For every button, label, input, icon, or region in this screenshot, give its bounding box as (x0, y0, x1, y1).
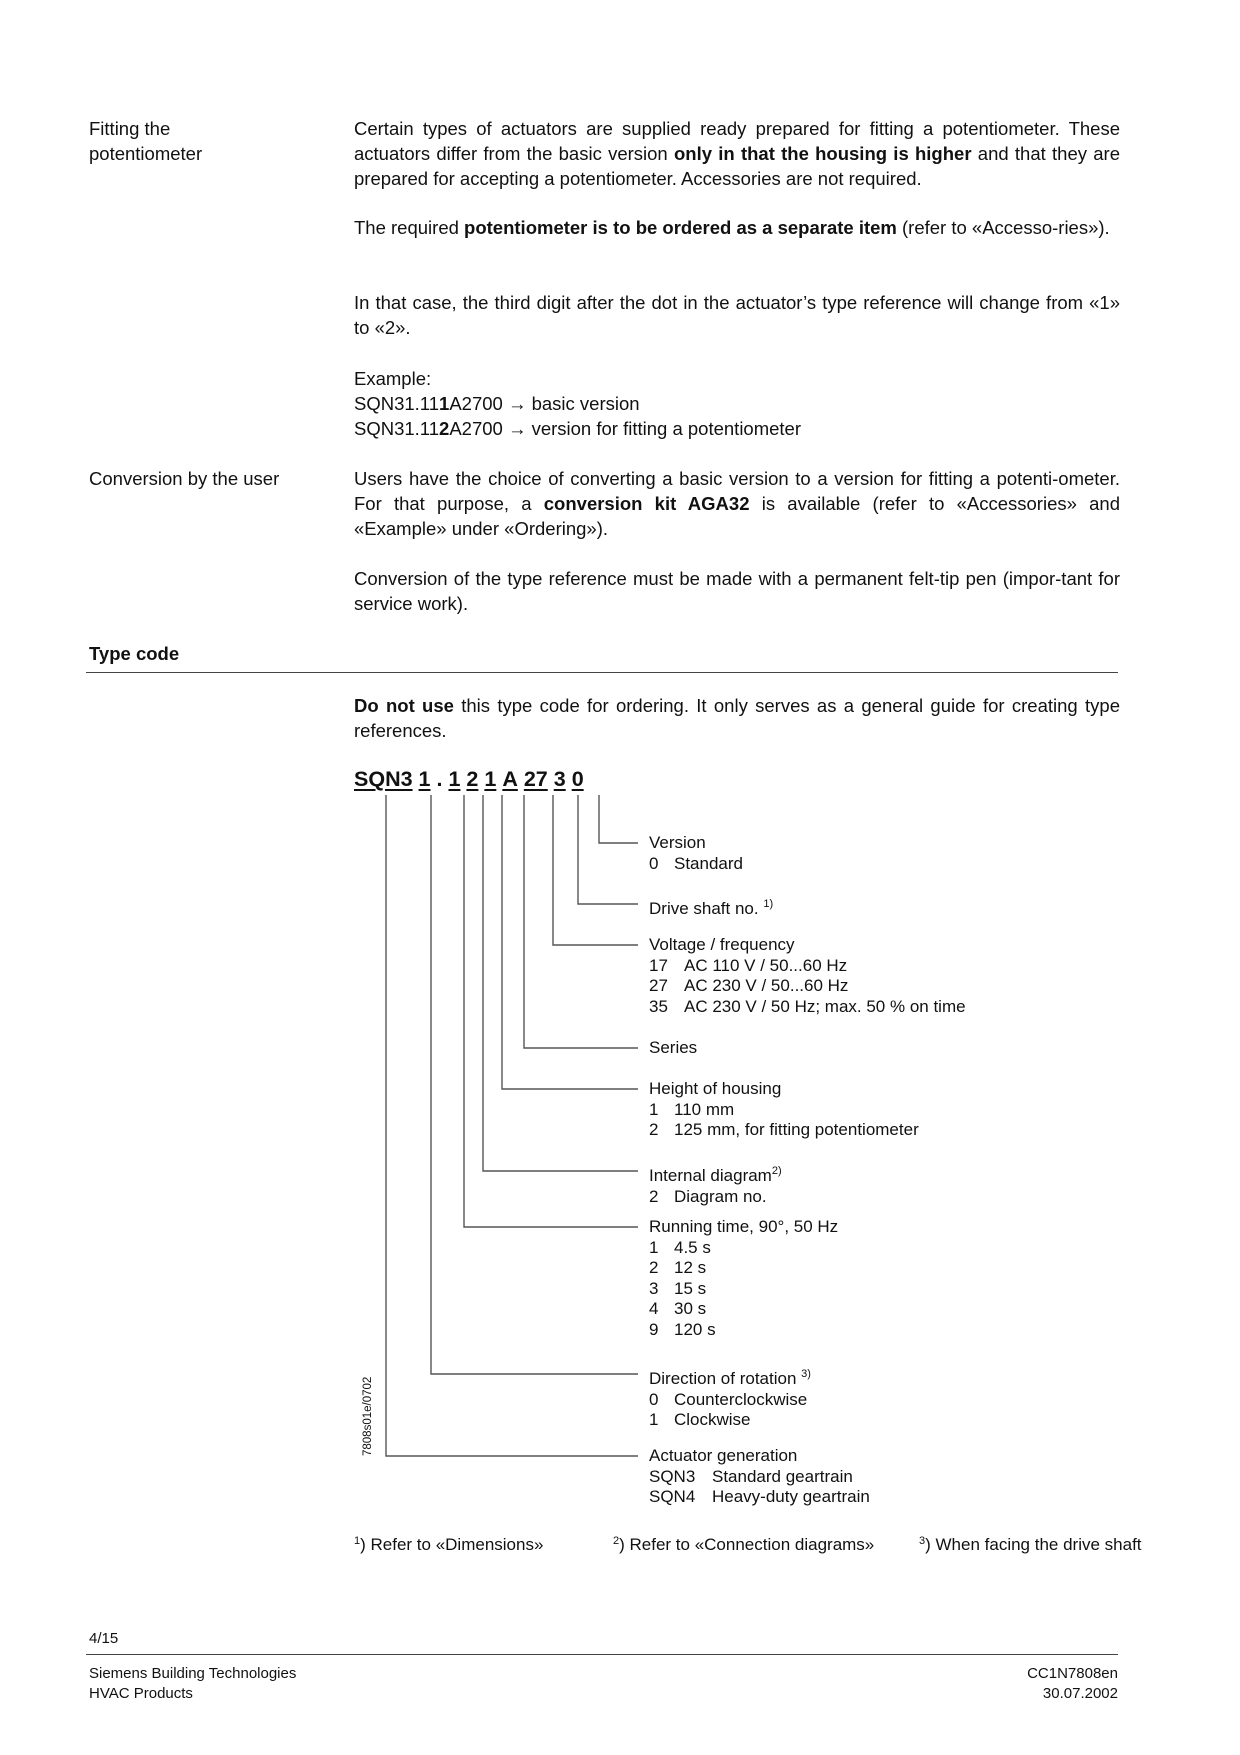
field-drive-shaft (649, 894, 773, 920)
option-desc: Diagram no. (674, 1186, 767, 1206)
option-code: 0 (649, 1389, 659, 1409)
option-code: 1 (649, 1237, 659, 1257)
option-code: 17 (649, 955, 668, 975)
option-desc: AC 110 V / 50...60 Hz (684, 955, 848, 975)
text: Users have the choice of converting a basic version to a version for fitting a potenti-ometer. For that purpose, a (354, 468, 1120, 514)
field-option (649, 1120, 919, 1141)
text: A2700 → basic version (449, 393, 640, 414)
code-dot: . (436, 767, 443, 791)
option-code: 35 (649, 996, 668, 1016)
code-part-drive-shaft: 3 (553, 767, 566, 791)
option-code: 9 (649, 1319, 659, 1339)
field-title: Voltage / frequency (649, 935, 795, 954)
field-title: Height of housing (649, 1079, 782, 1098)
option-code: 0 (649, 853, 659, 873)
text: SQN31.11 (354, 418, 440, 439)
code-part-version: 0 (571, 767, 584, 791)
code-part-running-time: 1 (448, 767, 461, 791)
document-id: CC1N7808en (1027, 1665, 1118, 1682)
text: A2700 → version for fitting a potentiometer (449, 418, 802, 439)
field-actuator-generation (649, 1446, 870, 1508)
field-option (649, 1487, 870, 1508)
side-heading-line: potentiometer (89, 143, 203, 164)
text: (refer to «Accesso-ries»). (896, 217, 1110, 238)
field-title: Direction of rotation (649, 1369, 797, 1388)
option-desc: Clockwise (674, 1410, 751, 1429)
option-code: SQN3 (649, 1466, 696, 1486)
footnote-ref: 2) (771, 1165, 782, 1177)
option-code: 2 (649, 1258, 659, 1277)
text: this type code for ordering. It only serves as a general guide for creating type references. (354, 695, 1120, 741)
footnote-text: ) When facing the drive shaft (925, 1535, 1142, 1554)
bold-text: conversion kit AGA32 (543, 493, 750, 514)
option-code: 27 (649, 976, 668, 995)
footnote-mark: 2 (613, 1535, 620, 1547)
field-housing-height (649, 1079, 919, 1141)
option-desc: 120 s (674, 1319, 716, 1339)
field-internal-diagram (649, 1161, 782, 1207)
division-name: HVAC Products (89, 1685, 193, 1702)
field-title: Running time, 90°, 50 Hz (649, 1217, 839, 1236)
bold-digit: 1 (439, 393, 450, 414)
field-title: Version (649, 833, 706, 852)
field-option (649, 1390, 811, 1411)
text: The required (354, 217, 465, 238)
option-code: SQN4 (649, 1487, 696, 1506)
option-desc: AC 230 V / 50 Hz; max. 50 % on time (684, 996, 966, 1016)
option-code: 1 (649, 1410, 659, 1429)
option-desc: Standard geartrain (712, 1466, 853, 1486)
field-option (649, 956, 966, 977)
footer-divider (86, 1654, 1118, 1655)
bold-text: only in that the housing is higher (673, 143, 972, 164)
side-heading-line: Fitting the (89, 118, 171, 139)
bold-text: potentiometer is to be ordered as a separate item (464, 217, 897, 238)
field-title: Series (649, 1038, 698, 1057)
footnote-ref: 3) (801, 1368, 811, 1380)
field-direction-of-rotation (649, 1364, 811, 1431)
option-desc: AC 230 V / 50...60 Hz (684, 976, 849, 995)
document-date: 30.07.2002 (1042, 1685, 1118, 1702)
text: and that they are prepared for accepting a potentiometer. Accessories are not required. (354, 143, 1120, 189)
footnote-mark: 3 (919, 1535, 926, 1547)
option-code: 4 (649, 1299, 659, 1318)
option-desc: 12 s (674, 1258, 707, 1277)
footer-right (1027, 1664, 1118, 1704)
text: SQN31.11 (354, 393, 440, 414)
code-part-series: A (502, 767, 518, 791)
field-option (649, 854, 743, 875)
field-option (649, 1467, 870, 1488)
field-title: Actuator generation (649, 1446, 798, 1465)
option-code: 1 (649, 1099, 659, 1119)
field-title: Internal diagram (649, 1166, 772, 1185)
code-part-internal-diagram: 2 (466, 767, 479, 791)
footer-left (89, 1664, 296, 1704)
code-part-direction: 1 (418, 767, 431, 791)
field-option (649, 1320, 838, 1341)
code-part-housing-height: 1 (484, 767, 497, 791)
field-option (649, 1279, 838, 1300)
footnote-ref: 1) (763, 898, 774, 910)
field-option (649, 997, 966, 1018)
option-code: 2 (649, 1120, 659, 1139)
example-heading: Example: (354, 368, 432, 389)
field-option (649, 1299, 838, 1320)
footnote-text: ) Refer to «Connection diagrams» (619, 1535, 875, 1554)
field-option (649, 1238, 838, 1259)
field-option (649, 1187, 782, 1208)
footnote-text: ) Refer to «Dimensions» (360, 1535, 544, 1554)
code-part-voltage: 27 (523, 767, 548, 791)
option-desc: Standard (674, 853, 743, 873)
bold-text: Do not use (354, 695, 454, 716)
option-desc: 110 mm (674, 1099, 735, 1119)
footnote-2 (613, 1535, 874, 1555)
bold-digit: 2 (439, 418, 450, 439)
footnote-3 (919, 1535, 1142, 1555)
company-name: Siemens Building Technologies (89, 1665, 297, 1682)
fitting-paragraph-3: In that case, the third digit after the dot in the actuator’s type reference will change from «1» to «2». (354, 292, 1120, 338)
option-desc: 30 s (674, 1299, 707, 1318)
side-heading-conversion: Conversion by the user (89, 468, 280, 489)
field-voltage-frequency (649, 935, 966, 1017)
option-desc: Heavy-duty geartrain (712, 1487, 870, 1506)
field-option (649, 1258, 838, 1279)
field-version (649, 833, 743, 874)
footnote-1 (354, 1535, 543, 1555)
field-option (649, 1100, 919, 1121)
field-series (649, 1038, 697, 1059)
code-part-generation: SQN3 (354, 767, 413, 791)
page-number: 4/15 (89, 1630, 119, 1647)
section-title-type-code: Type code (89, 643, 180, 664)
option-code: 2 (649, 1186, 659, 1206)
drawing-id: 7808s01e/0702 (362, 1376, 374, 1456)
option-desc: Counterclockwise (674, 1389, 808, 1409)
conversion-paragraph-2: Conversion of the type reference must be made with a permanent felt-tip pen (impor-tant for service work). (354, 568, 1120, 614)
option-desc: 4.5 s (674, 1237, 711, 1257)
option-code: 3 (649, 1278, 659, 1298)
field-running-time (649, 1217, 838, 1340)
footnote-mark: 1 (354, 1535, 361, 1547)
field-title: Drive shaft no. (649, 899, 759, 918)
field-option (649, 1410, 811, 1431)
field-option (649, 976, 966, 997)
text: Certain types of actuators are supplied ready prepared for fitting a potentiometer. These actuators differ from the basic version (354, 118, 1120, 164)
text: is available (refer to «Accessories» and «Example» under «Ordering»). (354, 493, 1120, 539)
option-desc: 15 s (674, 1278, 707, 1298)
option-desc: 125 mm, for fitting potentiometer (674, 1120, 919, 1139)
